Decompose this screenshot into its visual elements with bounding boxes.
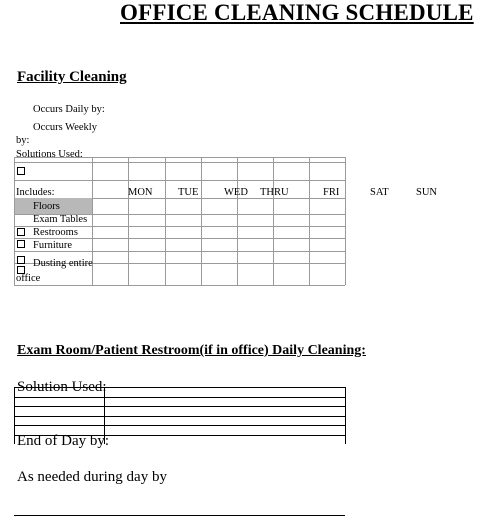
as-needed-label: As needed during day by: [17, 469, 167, 485]
occurs-daily-label: Occurs Daily by:: [33, 104, 105, 115]
item-floors: Floors: [33, 201, 60, 212]
restrooms-checkbox[interactable]: [17, 228, 25, 236]
exam-room-heading: Exam Room/Patient Restroom(if in office) Daily Cleaning:: [17, 343, 366, 358]
solutions-used-checkbox[interactable]: [17, 167, 25, 175]
includes-label: Includes:: [16, 187, 55, 198]
day-header-fri: FRI: [323, 187, 340, 198]
day-header-wed: WED: [224, 187, 248, 198]
signature-line: [14, 515, 345, 516]
occurs-weekly-label: Occurs Weekly: [33, 122, 97, 133]
solution-used-label: Solution Used:: [17, 379, 107, 395]
day-header-sun: SUN: [416, 187, 438, 198]
item-dusting: Dusting entire: [33, 258, 93, 269]
occurs-weekly-by-label: by:: [16, 135, 30, 146]
day-header-tue: TUE: [178, 187, 199, 198]
facility-cleaning-heading: Facility Cleaning: [17, 69, 127, 85]
item-office: office: [16, 273, 41, 284]
document-title: OFFICE CLEANING SCHEDULE: [120, 0, 474, 25]
day-header-sat: SAT: [370, 187, 389, 198]
item-exam-tables: Exam Tables: [33, 214, 88, 225]
end-of-day-label: End of Day by:: [17, 433, 110, 449]
solutions-used-label: Solutions Used:: [16, 149, 83, 160]
item-furniture: Furniture: [33, 240, 73, 251]
furniture-checkbox[interactable]: [17, 240, 25, 248]
dusting-checkbox[interactable]: [17, 256, 25, 264]
day-header-mon: MON: [128, 187, 153, 198]
item-restrooms: Restrooms: [33, 227, 78, 238]
day-header-thru: THRU: [260, 187, 289, 198]
